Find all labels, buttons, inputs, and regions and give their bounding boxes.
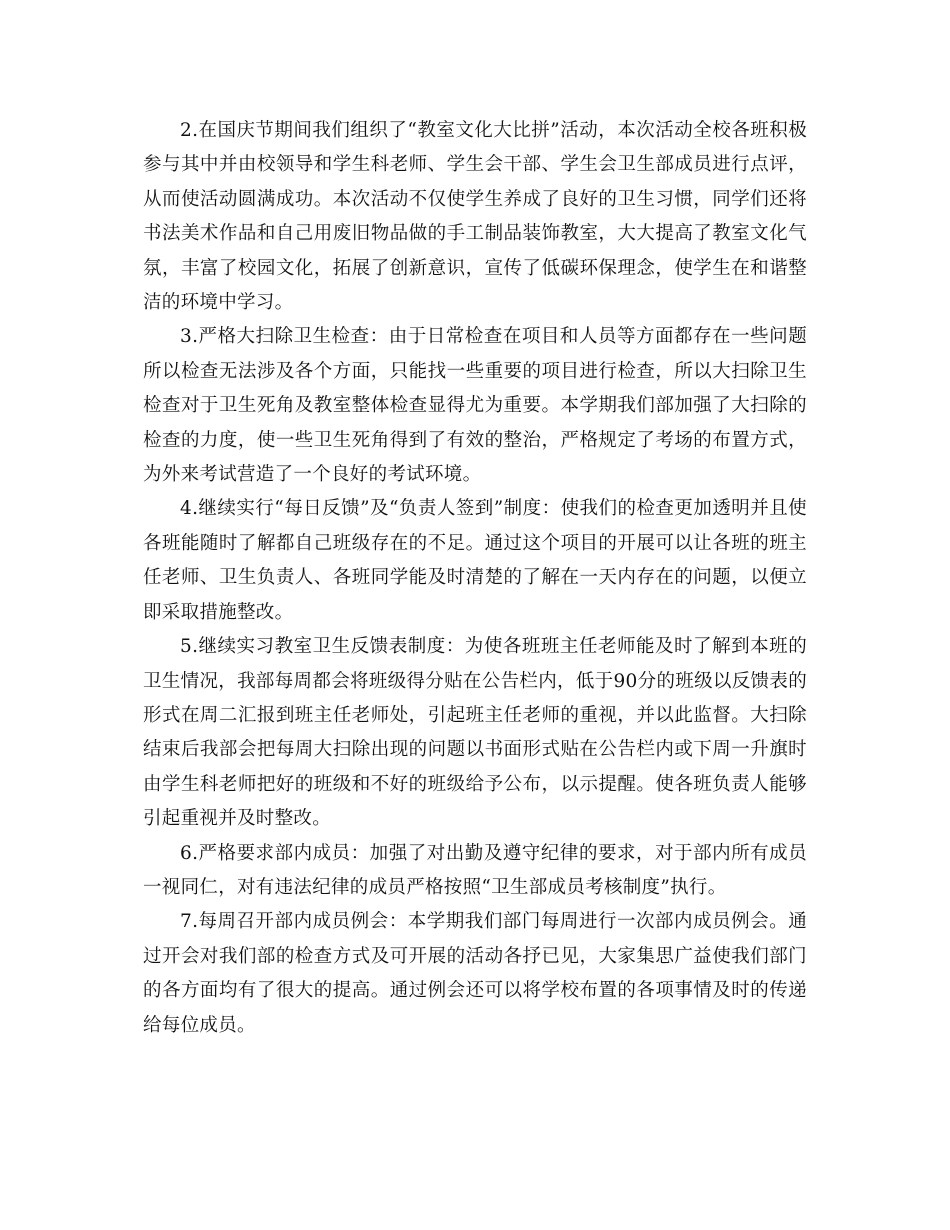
- paragraph-4: 4.继续实行“每日反馈”及“负责人签到”制度：使我们的检查更加透明并且使各班能随时了解都自己班级存在的不足。通过这个项目的开展可以让各班的班主任老师、卫生负责人、各班同学能及时清楚的了解在一天内存在的问题，以便立即采取措施整改。: [143, 498, 807, 623]
- document-body: [143, 114, 807, 1043]
- paragraph-7: 7.每周召开部内成员例会：本学期我们部门每周进行一次部内成员例会。通过开会对我们部的检查方式及可开展的活动各抒已见，大家集思广益使我们部门的各方面均有了很大的提高。通过例会还可以将学校布置的各项事情及时的传递给每位成员。: [143, 911, 807, 1036]
- paragraph-5: 5.继续实习教室卫生反馈表制度：为使各班班主任老师能及时了解到本班的卫生情况，我部每周都会将班级得分贴在公告栏内，低于90分的班级以反馈表的形式在周二汇报到班主任老师处，引起班主任老师的重视，并以此监督。大扫除结束后我部会把每周大扫除出现的问题以书面形式贴在公告栏内或下周一升旗时由学生科老师把好的班级和不好的班级给予公布，以示提醒。使各班负责人能够引起重视并及时整改。: [143, 636, 807, 830]
- paragraph-6: 6.严格要求部内成员：加强了对出勤及遵守纪律的要求，对于部内所有成员一视同仁，对有违法纪律的成员严格按照“卫生部成员考核制度”执行。: [143, 842, 807, 898]
- paragraph-2: 2.在国庆节期间我们组织了“教室文化大比拼”活动，本次活动全校各班积极参与其中并由校领导和学生科老师、学生会干部、学生会卫生部成员进行点评，从而使活动圆满成功。本次活动不仅使学生养成了良好的卫生习惯，同学们还将书法美术作品和自己用废旧物品做的手工制品装饰教室，大大提高了教室文化气氛，丰富了校园文化，拓展了创新意识，宣传了低碳环保理念，使学生在和谐整洁的环境中学习。: [143, 120, 807, 314]
- paragraph-3: 3.严格大扫除卫生检查：由于日常检查在项目和人员等方面都存在一些问题所以检查无法涉及各个方面，只能找一些重要的项目进行检查，所以大扫除卫生检查对于卫生死角及教室整体检查显得尤为重要。本学期我们部加强了大扫除的检查的力度，使一些卫生死角得到了有效的整治，严格规定了考场的布置方式，为外来考试营造了一个良好的考试环境。: [143, 326, 807, 486]
